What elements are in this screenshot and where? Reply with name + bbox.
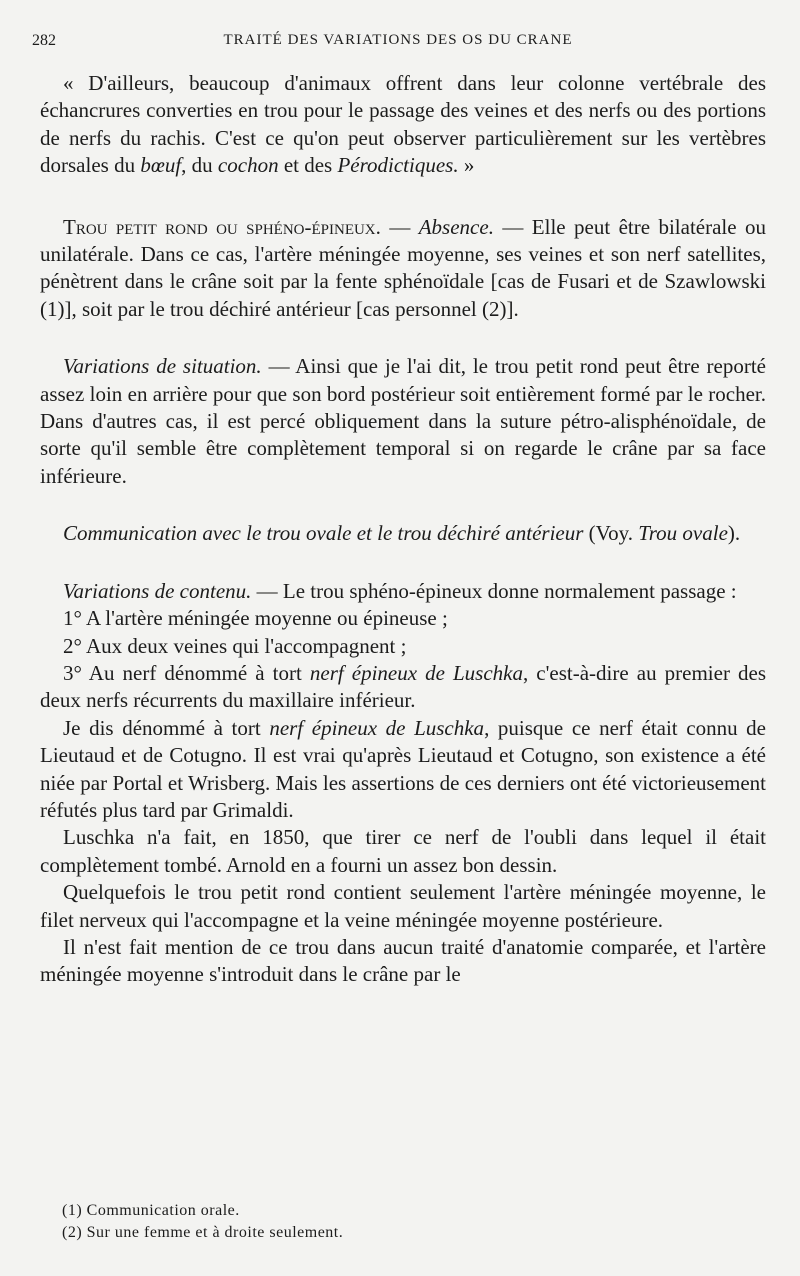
communication-paragraph — [40, 520, 766, 547]
item-3-text-a: 3° Au nerf dénommé à tort — [63, 660, 310, 685]
footnotes — [62, 1200, 760, 1244]
contenu-paragraph-1 — [40, 715, 766, 825]
contenu-heading: Variations de contenu. — [63, 578, 252, 603]
page-number: 282 — [32, 32, 56, 49]
absence-dash: — — [380, 214, 419, 239]
quote-end: » — [458, 153, 475, 178]
situation-text: — Ainsi que je l'ai dit, le trou petit rond peut être reporté assez loin en arrière pour que son bord postérieur soit entièrement formé par le rocher. Dans d'autres cas, il est percé obliquement dans la suture pétro-alisphénoïdale, de sorte qu'il semble être complètement temporal si on regarde le crâne par sa face inférieure. — [40, 354, 766, 488]
page-body — [40, 70, 766, 989]
contenu-paragraph-3: Quelquefois le trou petit rond contient seulement l'artère méningée moyenne, le filet nerveux qui l'accompagne et la veine méningée moyenne postérieure. — [40, 880, 766, 932]
quote-sep-1: , du — [181, 153, 218, 178]
list-item: 2° Aux deux veines qui l'accompagnent ; — [63, 633, 407, 658]
absence-text: — Elle peut être bilatérale ou unilatérale. Dans ce cas, l'artère méningée moyenne, ses veines et son nerf satellites, pénètrent dans le crâne soit par la fente sphénoïdale [cas de Fusari et de Szawlowski (1)], soit par le trou déchiré antérieur [cas personnel (2)]. — [40, 214, 766, 321]
para-1-nerf: nerf épineux de Luschka — [269, 715, 485, 740]
situation-paragraph — [40, 353, 766, 490]
communication-text-1: (Voy. — [583, 521, 639, 546]
communication-heading: Communication avec le trou ovale et le trou déchiré antérieur — [63, 521, 584, 546]
quote-cochon: cochon — [217, 153, 279, 178]
communication-ref: Trou ovale — [638, 521, 728, 546]
para-1-text-a: Je dis dénommé à tort — [63, 715, 270, 740]
contenu-text: — Le trou sphéno-épineux donne normalement passage : — [251, 578, 737, 603]
absence-heading: Trou petit rond ou sphéno-épineux. — [63, 214, 381, 239]
situation-heading: Variations de situation. — [63, 354, 262, 379]
quote-text: « D'ailleurs, beaucoup d'animaux offrent dans leur colonne vertébrale des échancrures converties en trou pour le passage des veines et des nerfs ou des portions de nerfs du rachis. C'est ce qu'on peut observer particulièrement sur les vertèbres dorsales du — [40, 71, 766, 178]
running-title: TRAITÉ DES VARIATIONS DES OS DU CRANE — [223, 32, 573, 48]
item-3-text-b: , c'est-à-dire au premier des deux nerfs récurrents du maxillaire inférieur. — [40, 660, 766, 713]
absence-paragraph — [40, 214, 766, 324]
communication-text-2: ). — [727, 521, 741, 546]
quote-sep-2: et des — [278, 153, 338, 178]
list-item: 1° A l'artère méningée moyenne ou épineuse ; — [63, 606, 448, 631]
contenu-list — [40, 605, 766, 715]
page-header — [32, 32, 764, 54]
para-1-text-b: , puisque ce nerf était connu de Lieutaud et de Cotugno. Il est vrai qu'après Lieutaud et Cotugno, son existence a été niée par Portal et Wrisberg. Mais les assertions de ces derniers ont été victorieusement réfutés plus tard par Grimaldi. — [40, 715, 766, 822]
quote-perodictiques: Pérodictiques. — [337, 153, 459, 178]
contenu-paragraph — [40, 578, 766, 605]
footnote-2: (2) Sur une femme et à droite seulement. — [62, 1224, 344, 1241]
absence-subheading: Absence. — [418, 214, 494, 239]
contenu-paragraph-4: Il n'est fait mention de ce trou dans aucun traité d'anatomie comparée, et l'artère méningée moyenne s'introduit dans le crâne par le — [40, 934, 766, 987]
quote-paragraph — [40, 70, 766, 180]
contenu-paragraph-2: Luschka n'a fait, en 1850, que tirer ce nerf de l'oubli dans lequel il était complètement tombé. Arnold en a fourni un assez bon dessin. — [40, 825, 766, 877]
item-3-nerf: nerf épineux de Luschka — [309, 660, 523, 685]
quote-boeuf: bœuf — [140, 153, 182, 178]
footnote-1: (1) Communication orale. — [62, 1202, 240, 1219]
list-item — [40, 660, 766, 715]
